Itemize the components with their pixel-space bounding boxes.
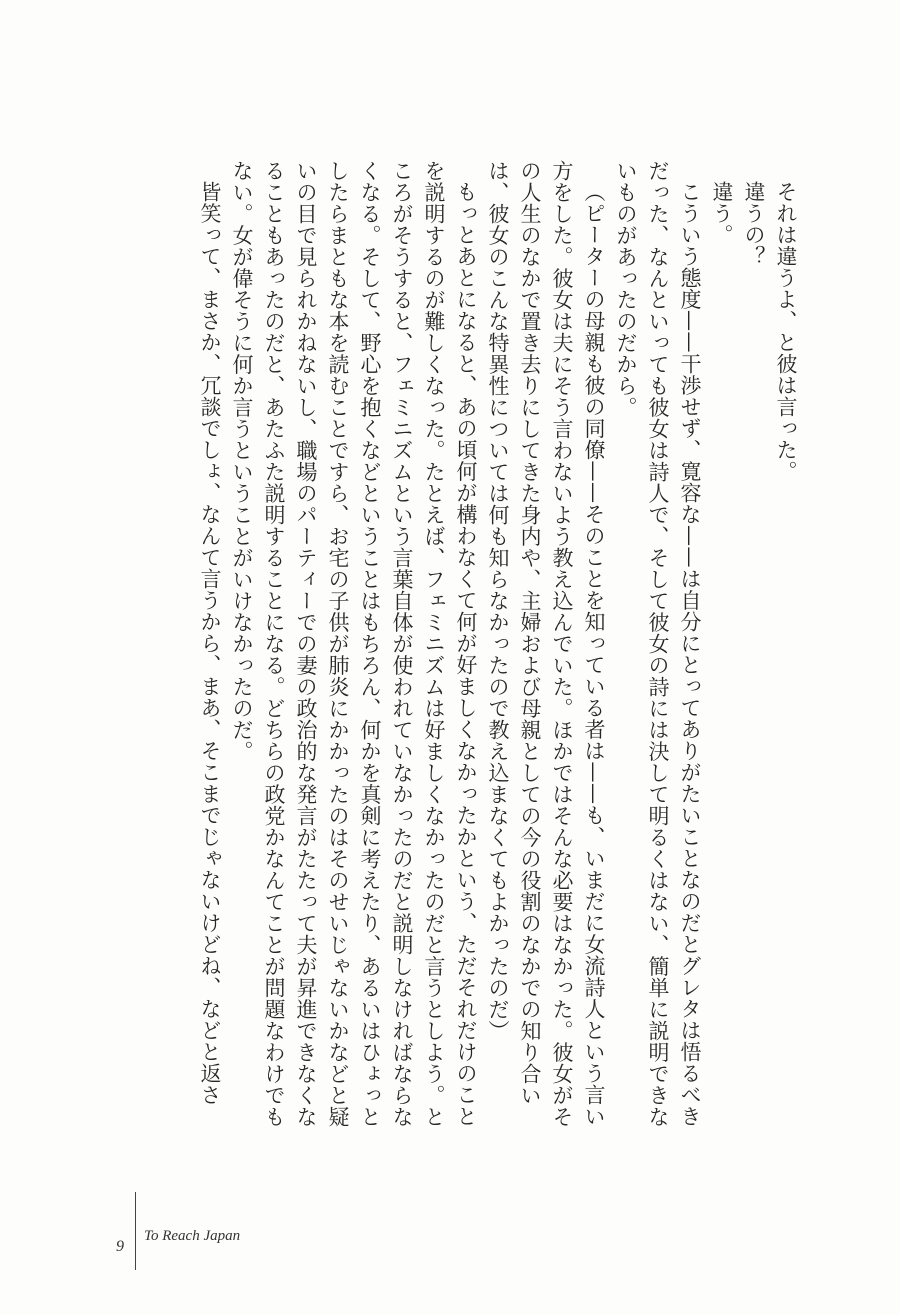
running-title: To Reach Japan <box>144 1228 241 1244</box>
paragraph: もっとあとになると、あの頃何が構わなくて何が好ましくなかったかという、ただそれだけのことを説明するのが難しくなった。たとえば、フェミニズムは好ましくなかったのだと言うとしよう。ところがそうすると、フェミニズムという言葉自体が使われていなかったのだと説明しなければならなくなる。そして、野心を抱くなどということはもちろん、何かを真剣に考えたり、あるいはひょっとしたらまともな本を読むことですら、お宅の子供が肺炎にかかったのはそのせいじゃないかなどと疑いの目で見られかねないし、職場のパーティーでの妻の政治的な発言がたたって夫が昇進できなくなることもあったのだと、あたふた説明することになる。どちらの政党かなんてことが問題なわけでもない。女が偉そうに何か言うということがいけなかったのだ。 <box>230 160 478 1128</box>
paragraph: こういう態度——干渉せず、寛容な——は自分にとってありがたいことなのだとグレタは悟るべきだった、なんといっても彼女は詩人で、そして彼女の詩には決して明るくはない、簡単に説明できないものがあったのだから。 <box>614 160 702 1128</box>
paragraph: 皆笑って、まさか、冗談でしょ、なんて言うから、まあ、そこまでじゃないけどね、などと返さ <box>198 181 222 1106</box>
paragraph: それは違うよ、と彼は言った。 <box>774 181 798 482</box>
paragraph: 違うの？ <box>742 181 766 267</box>
paragraph: 違う。 <box>710 181 734 246</box>
page-footer <box>0 1180 900 1280</box>
body-text <box>194 160 802 1132</box>
page-number: 9 <box>116 1238 124 1255</box>
paragraph: （ピーターの母親も彼の同僚——そのことを知っている者は——も、いまだに女流詩人という言い方をした。彼女は夫にそう言わないよう教え込んでいた。ほかではそんな必要はなかった。彼女がその人生のなかで置き去りにしてきた身内や、主婦および母親としての今の役割のなかでの知り合いは、彼女のこんな特異性については何も知らなかったので教え込まなくてもよかったのだ） <box>486 160 606 1128</box>
footer-rule <box>135 1192 136 1270</box>
